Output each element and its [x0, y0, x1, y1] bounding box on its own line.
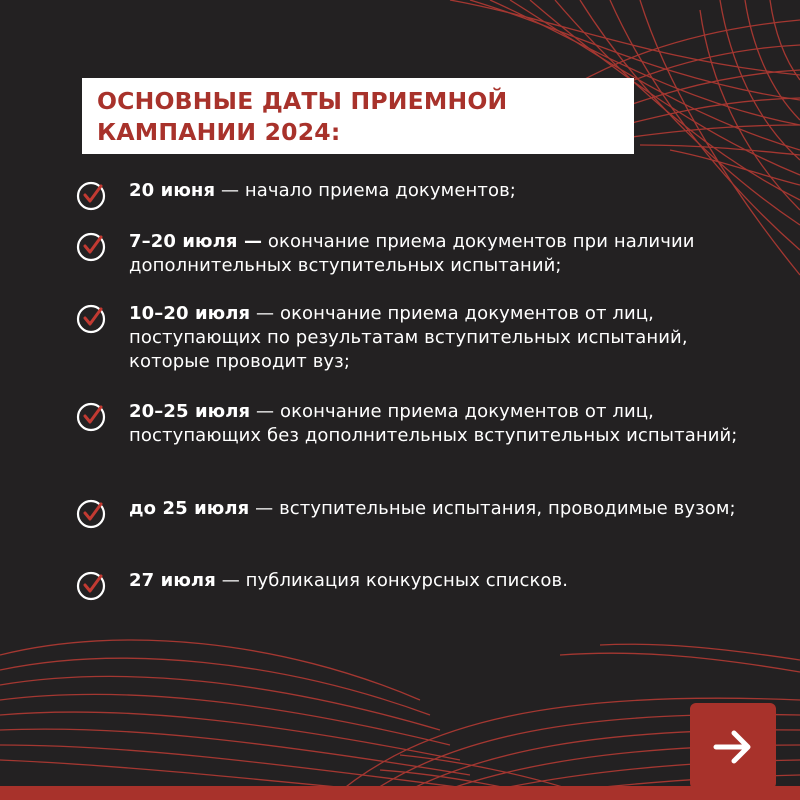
list-item-date: 10–20 июля — [129, 303, 251, 324]
list-item-date: 20–25 июля — [129, 401, 251, 422]
title-box — [82, 78, 634, 154]
checkmark-circle-icon — [76, 499, 106, 529]
page-title-line-2: КАМПАНИИ 2024: — [97, 118, 341, 146]
checkmark-circle-icon — [76, 571, 106, 601]
checkmark-circle-icon — [76, 402, 106, 432]
list-item-description: — вступительные испытания, проводимые вузом; — [249, 498, 736, 519]
list-item-description: — окончание приема документов от лиц, поступающих без дополнительных вступительных испытаний; — [129, 401, 738, 446]
list-item-description: — окончание приема документов от лиц, поступающих по результатам вступительных испытаний, которые проводит вуз; — [129, 303, 688, 372]
list-item-text — [129, 497, 749, 521]
arrow-right-icon — [712, 727, 754, 767]
list-item-text — [129, 179, 749, 203]
checkmark-circle-icon — [76, 181, 106, 211]
list-item-text — [129, 302, 749, 374]
bottom-accent-bar — [0, 786, 800, 800]
checkmark-circle-icon — [76, 304, 106, 334]
list-item-text — [129, 400, 749, 448]
page-title-line-1: ОСНОВНЫЕ ДАТЫ ПРИЕМНОЙ — [97, 87, 508, 115]
list-item-text — [129, 230, 749, 278]
list-item-description: — начало приема документов; — [215, 180, 516, 201]
list-item-date: 7–20 июля — — [129, 231, 263, 252]
list-item-date: 27 июля — [129, 570, 216, 591]
list-item-text — [129, 569, 749, 593]
next-button[interactable] — [690, 703, 776, 789]
checkmark-circle-icon — [76, 232, 106, 262]
list-item-description: — публикация конкурсных списков. — [215, 570, 569, 591]
list-item-date: 20 июня — [129, 180, 216, 201]
list-item-description: окончание приема документов при наличии дополнительных вступительных испытаний; — [129, 231, 695, 276]
list-item-date: до 25 июля — [129, 498, 250, 519]
